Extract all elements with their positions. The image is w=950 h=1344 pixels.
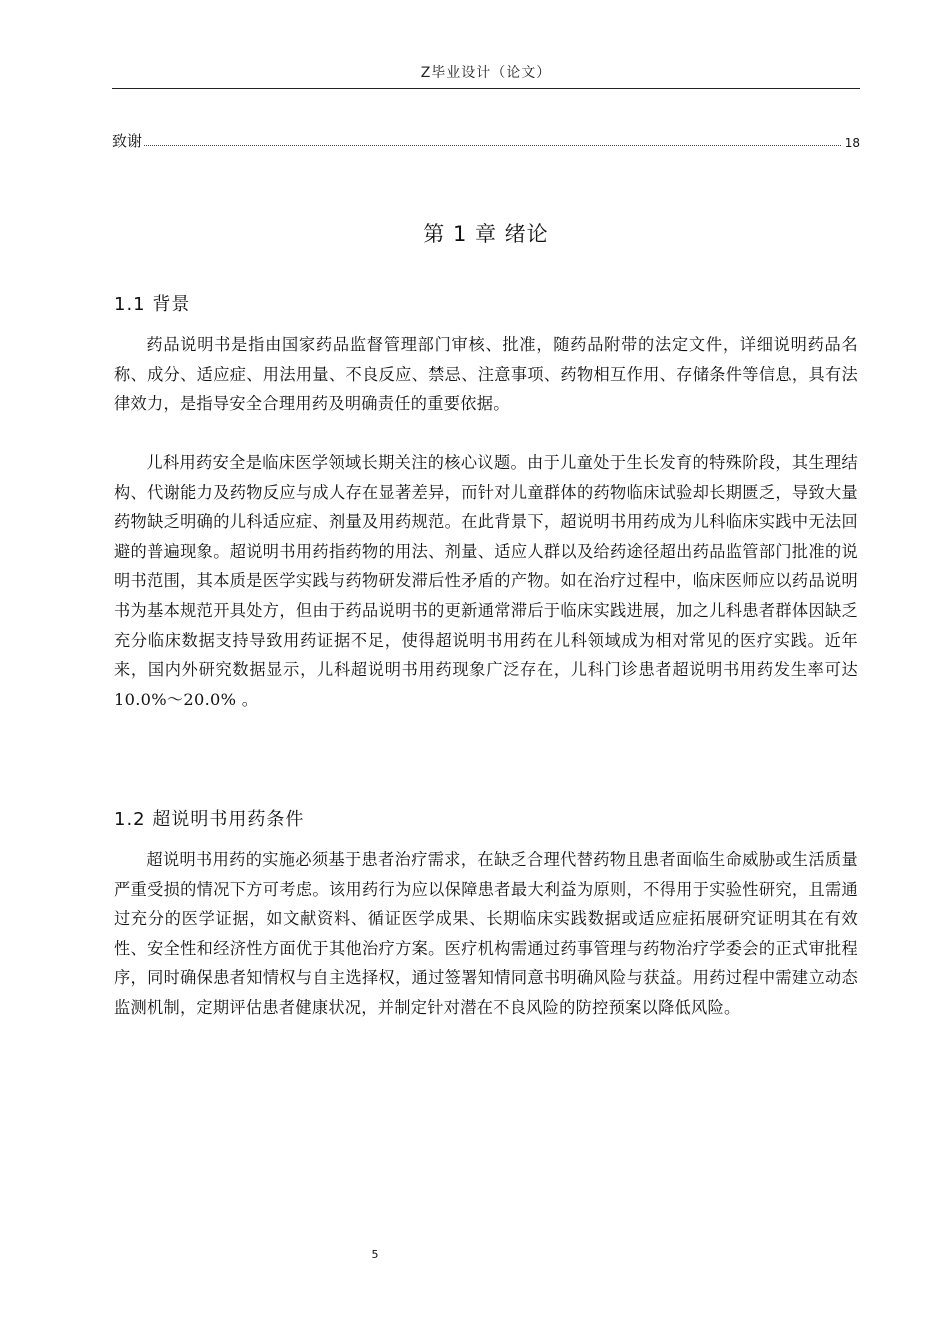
paragraph-drug-label-definition: 药品说明书是指由国家药品监督管理部门审核、批准，随药品附带的法定文件，详细说明药品名称、成分、适应症、用法用量、不良反应、禁忌、注意事项、药物相互作用、存储条件等信息，具有法律效力，是指导安全合理用药及明确责任的重要依据。 [114, 335, 858, 414]
running-header: Z毕业设计（论文） [420, 65, 552, 81]
toc-entry-page: 18 [844, 136, 860, 150]
chapter-title: 第 1 章 绪论 [423, 222, 549, 246]
toc-entry-label: 致谢 [112, 132, 143, 150]
section-heading-background: 1.1 背景 [114, 294, 191, 315]
toc-entry-acknowledgements[interactable] [112, 130, 860, 151]
section-heading-off-label-conditions: 1.2 超说明书用药条件 [114, 809, 305, 830]
paragraph-pediatric-safety: 儿科用药安全是临床医学领域长期关注的核心议题。由于儿童处于生长发育的特殊阶段，其生理结构、代谢能力及药物反应与成人存在显著差异，而针对儿童群体的药物临床试验却长期匮乏，导致大量药物缺乏明确的儿科适应症、剂量及用药规范。在此背景下，超说明书用药成为儿科临床实践中无法回避的普遍现象。超说明书用药指药物的用法、剂量、适应人群以及给药途径超出药品监管部门批准的说明书范围，其本质是医学实践与药物研发滞后性矛盾的产物。如在治疗过程中，临床医师应以药品说明书为基本规范开具处方，但由于药品说明书的更新通常滞后于临床实践进展，加之儿科患者群体因缺乏充分临床数据支持导致用药证据不足，使得超说明书用药在儿科领域成为相对常见的医疗实践。近年来，国内外研究数据显示，儿科超说明书用药现象广泛存在，儿科门诊患者超说明书用药发生率可达 10.0%～20.0% 。 [114, 453, 858, 709]
header-rule [112, 88, 860, 89]
paragraph-off-label-conditions: 超说明书用药的实施必须基于患者治疗需求，在缺乏合理代替药物且患者面临生命威胁或生活质量严重受损的情况下方可考虑。该用药行为应以保障患者最大利益为原则，不得用于实验性研究，且需通过充分的医学证据，如文献资料、循证医学成果、长期临床实践数据或适应症拓展研究证明其在有效性、安全性和经济性方面优于其他治疗方案。医疗机构需通过药事管理与药物治疗学委会的正式审批程序，同时确保患者知情权与自主选择权，通过签署知情同意书明确风险与获益。用药过程中需建立动态监测机制，定期评估患者健康状况，并制定针对潜在不良风险的防控预案以降低风险。 [114, 850, 858, 1017]
page-number: 5 [371, 1248, 379, 1261]
toc-dot-leader [144, 145, 841, 146]
